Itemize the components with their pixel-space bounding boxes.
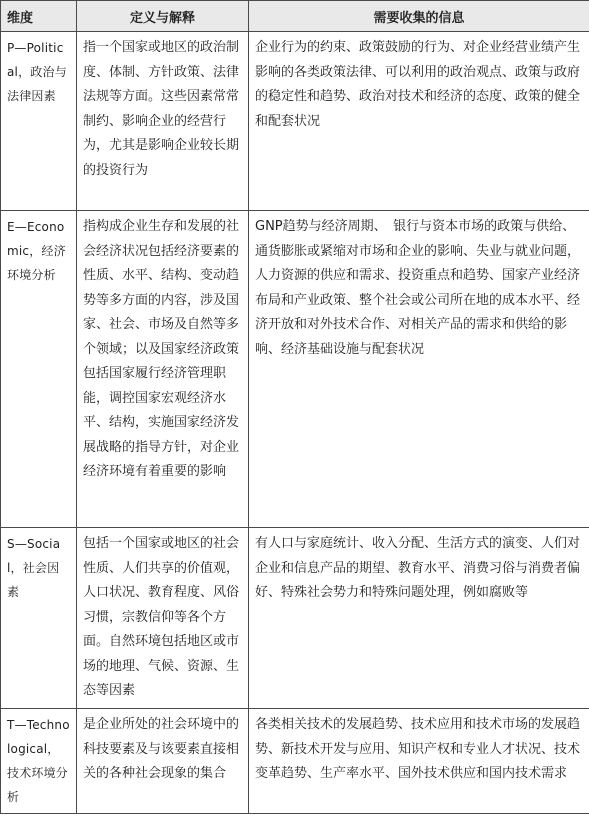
table-row <box>1 32 589 211</box>
definition-cell: 是企业所处的社会环境中的科技要素及与该要素直接相关的各种社会现象的集合 <box>77 709 249 814</box>
dimension-cell: E—Economic，经济环境分析 <box>1 211 77 528</box>
header-info: 需要收集的信息 <box>249 1 589 32</box>
definition-cell: 包括一个国家或地区的社会性质、人们共享的价值观，人口状况、教育程度、风俗习惯，宗教信仰等各个方面。自然环境包括地区或市场的地理、气候、资源、生态等因素 <box>77 528 249 709</box>
header-definition: 定义与解释 <box>77 1 249 32</box>
table-header-row <box>1 1 589 32</box>
info-cell: GNP趋势与经济周期、 银行与资本市场的政策与供给、通货膨胀或紧缩对市场和企业的影响、失业与就业问题，人力资源的供应和需求、投资重点和趋势、国家产业经济布局和产业政策、整个社会或公司所在地的成本水平、经济开放和对外技术合作、对相关产品的需求和供给的影响、经济基础设施与配套状况 <box>249 211 589 528</box>
info-cell: 有人口与家庭统计、收入分配、生活方式的演变、人们对企业和信息产品的期望、教育水平、消费习俗与消费者偏好、特殊社会势力和特殊问题处理，例如腐败等 <box>249 528 589 709</box>
table-row <box>1 211 589 528</box>
header-dimension: 维度 <box>1 1 77 32</box>
definition-cell: 指一个国家或地区的政治制度、体制、方针政策、法律法规等方面。这些因素常常制约、影响企业的经营行为，尤其是影响企业较长期的投资行为 <box>77 32 249 211</box>
dimension-cell: T—Technological，技术环境分析 <box>1 709 77 814</box>
dimension-cell: P—Political，政治与法律因素 <box>1 32 77 211</box>
info-cell: 企业行为的约束、政策鼓励的行为、对企业经营业绩产生影响的各类政策法律、可以利用的政治观点、政策与政府的稳定性和趋势、政治对技术和经济的态度、政策的健全和配套状况 <box>249 32 589 211</box>
definition-cell: 指构成企业生存和发展的社会经济状况包括经济要素的性质、水平、结构、变动趋势等多方面的内容，涉及国家、社会、市场及自然等多个领域；以及国家经济政策包括国家履行经济管理职能，调控国家宏观经济水平、结构，实施国家经济发展战略的指导方针，对企业经济环境有着重要的影响 <box>77 211 249 528</box>
info-cell: 各类相关技术的发展趋势、技术应用和技术市场的发展趋势、新技术开发与应用、知识产权和专业人才状况、技术变革趋势、生产率水平、国外技术供应和国内技术需求 <box>249 709 589 814</box>
table-row <box>1 528 589 709</box>
dimension-cell: S—Social，社会因素 <box>1 528 77 709</box>
table-row <box>1 709 589 814</box>
